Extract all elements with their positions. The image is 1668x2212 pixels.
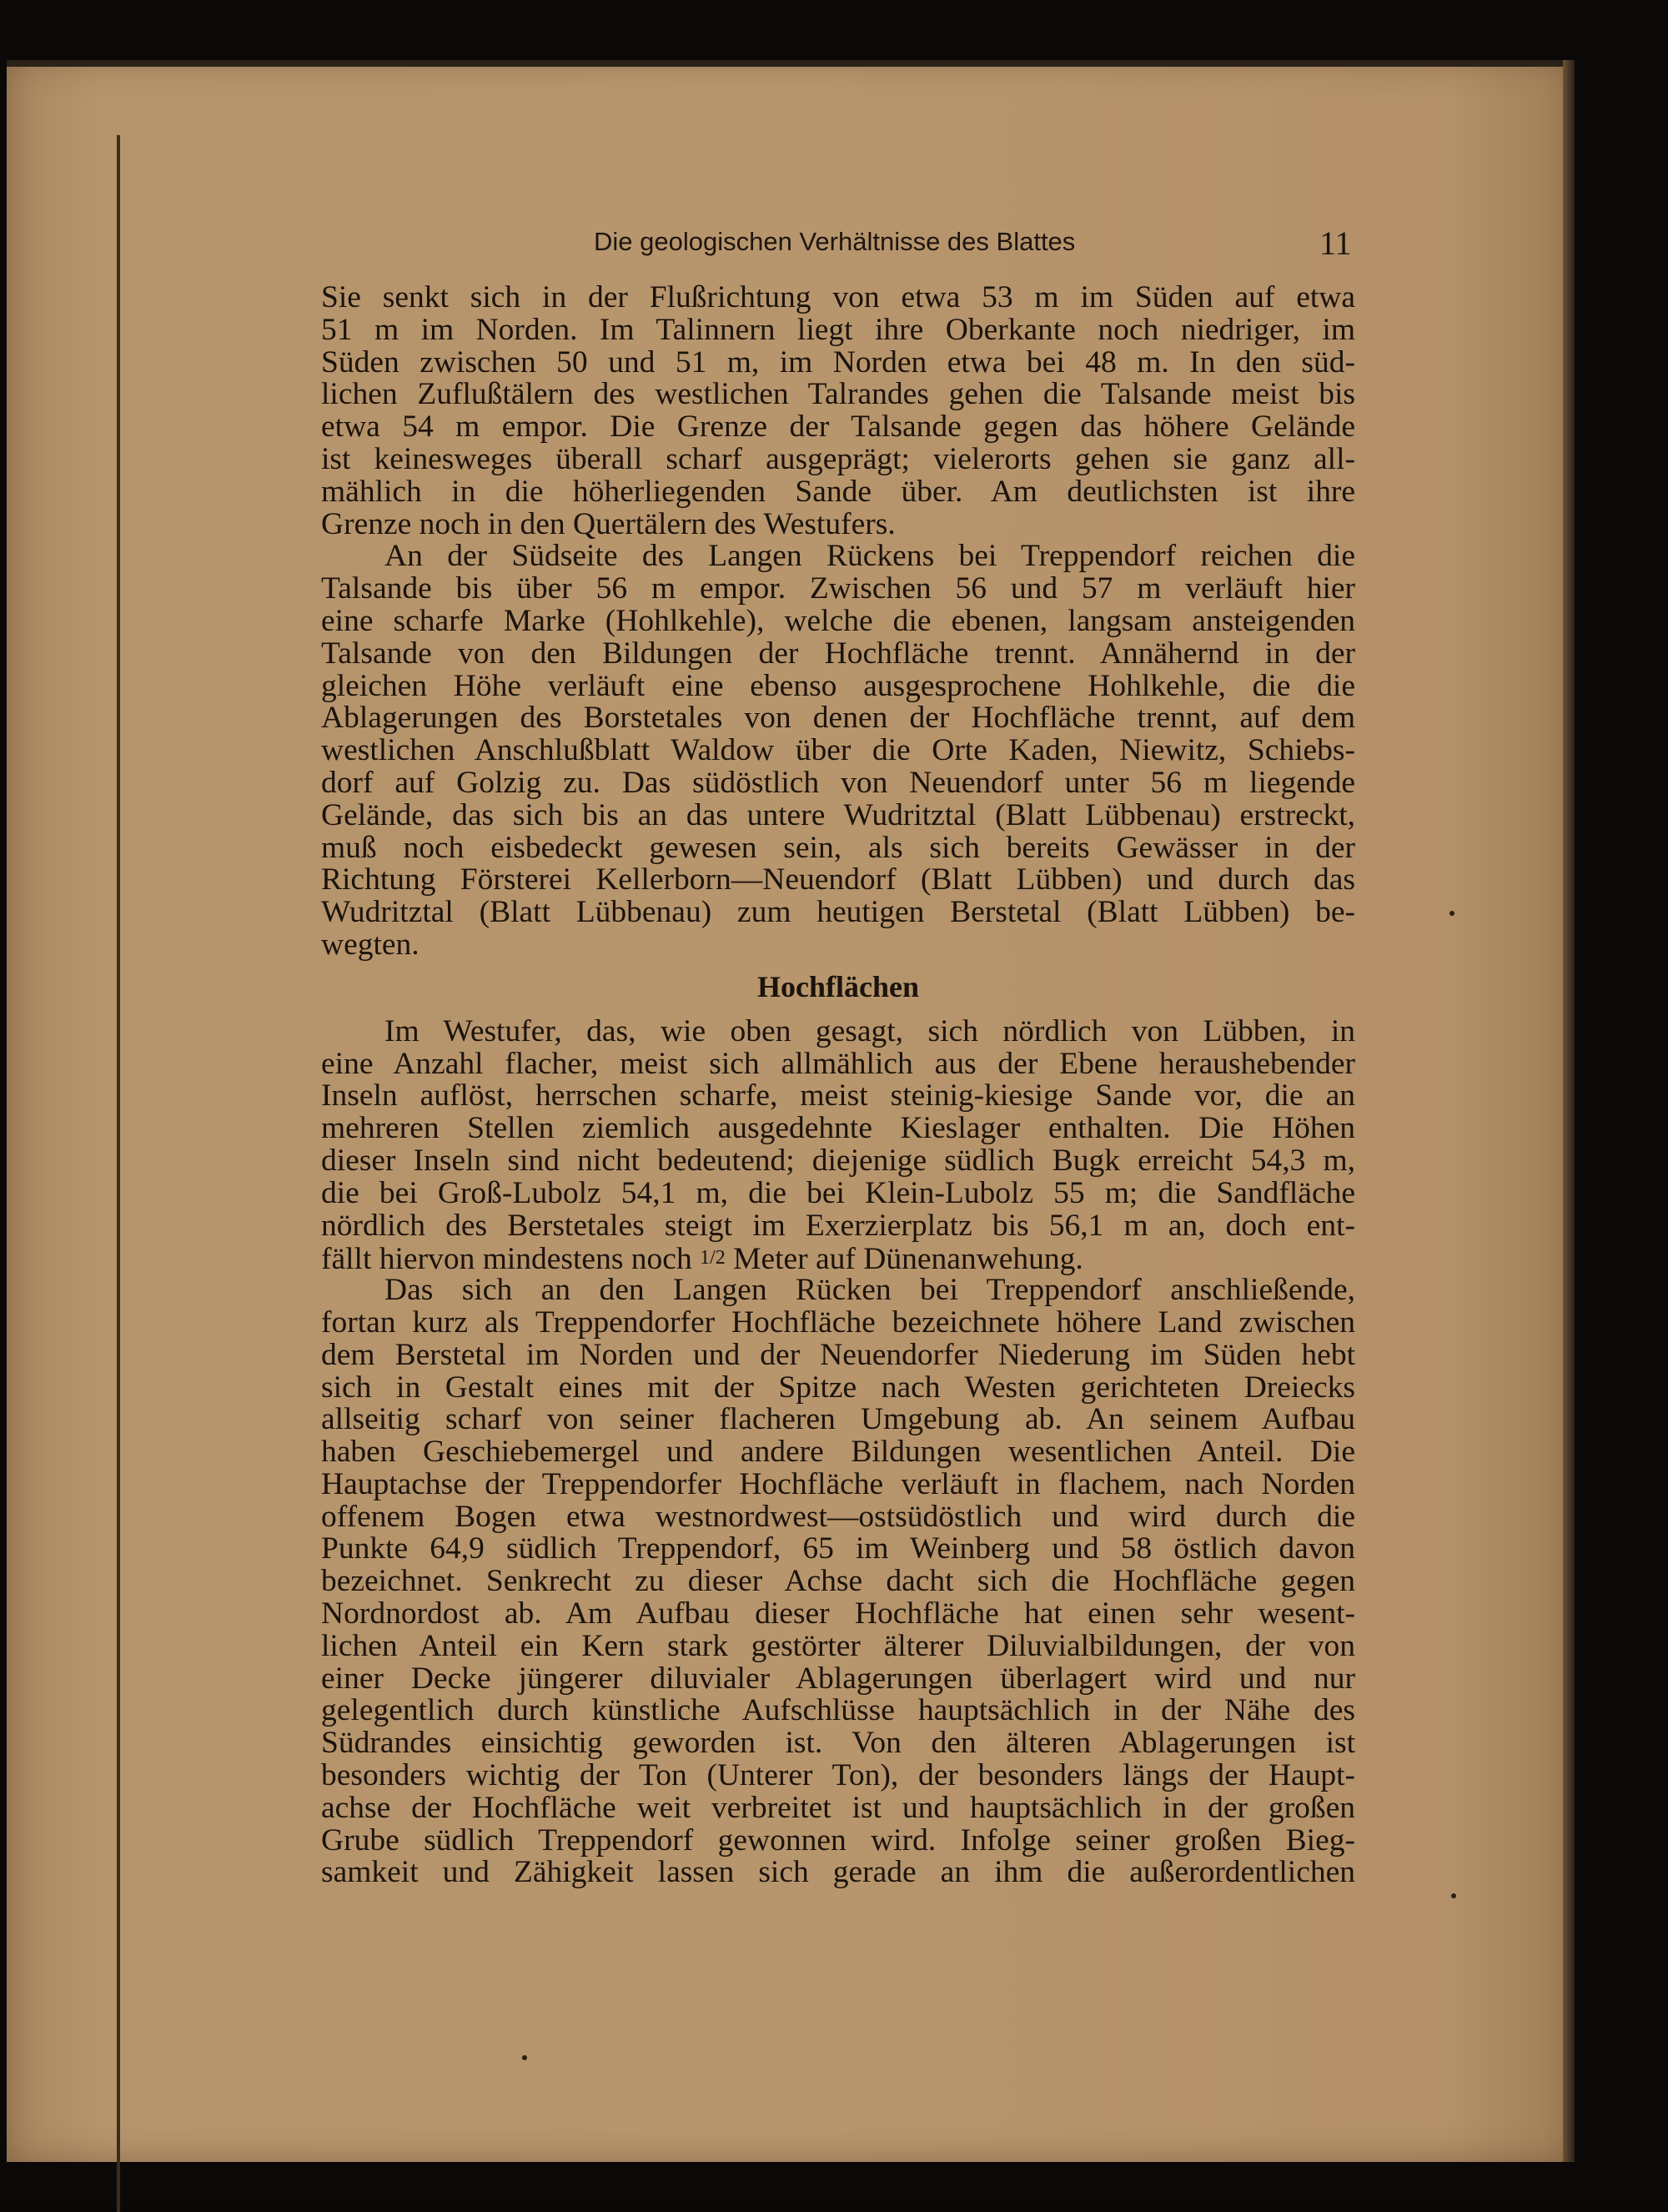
text-line: gelegentlich durch künstliche Aufschlüsse hauptsächlich in der Nähe des: [321, 1693, 1355, 1728]
body-text: [321, 282, 1355, 1889]
running-title: Die geologischen Verhältnisse des Blattes: [594, 227, 1076, 256]
text-line: allseitig scharf von seiner flacheren Umgebung ab. An seinem Aufbau: [321, 1402, 1355, 1437]
text-line: sich in Gestalt eines mit der Spitze nach Westen gerichteten Dreiecks: [321, 1370, 1355, 1405]
text-line: wegten.: [321, 927, 420, 962]
text-fragment: Meter auf Dünenanwehung.: [733, 1242, 1083, 1277]
text-line: haben Geschiebemergel und andere Bildungen wesentlichen Anteil. Die: [321, 1435, 1355, 1470]
text-line: Grenze noch in den Quertälern des Westufers.: [321, 506, 896, 541]
text-line: Gelände, das sich bis an das untere Wudritztal (Blatt Lübbenau) erstreckt,: [321, 797, 1355, 832]
text-fragment: fällt hiervon mindestens noch: [321, 1242, 692, 1277]
text-line: westlichen Anschlußblatt Waldow über die Orte Kaden, Niewitz, Schiebs-: [321, 733, 1355, 768]
text-line: Talsande bis über 56 m empor. Zwischen 56 und 57 m verläuft hier: [321, 571, 1355, 606]
text-line: offenem Bogen etwa westnordwest—ostsüdöstlich und wird durch die: [321, 1499, 1355, 1534]
page-right-edge: [1563, 60, 1575, 2162]
text-line: An der Südseite des Langen Rückens bei Treppendorf reichen die: [384, 539, 1355, 574]
paper-speck: [522, 2055, 527, 2060]
text-line: besonders wichtig der Ton (Unterer Ton), der besonders längs der Haupt-: [321, 1758, 1355, 1793]
text-line: Inseln auflöst, herrschen scharfe, meist steinig-kiesige Sande vor, die an: [321, 1078, 1355, 1114]
text-line: fortan kurz als Treppendorfer Hochfläche bezeichnete höhere Land zwischen: [321, 1305, 1355, 1340]
text-line: Richtung Försterei Kellerborn—Neuendorf (Blatt Lübben) und durch das: [321, 862, 1355, 897]
text-line: Im Westufer, das, wie oben gesagt, sich nördlich von Lübben, in: [384, 1013, 1355, 1048]
text-line: einer Decke jüngerer diluvialer Ablagerungen überlagert wird und nur: [321, 1661, 1355, 1696]
text-line: Grube südlich Treppendorf gewonnen wird. Infolge seiner großen Bieg-: [321, 1822, 1355, 1858]
binding-edge: [117, 135, 120, 2212]
text-line: muß noch eisbedeckt gewesen sein, als sich bereits Gewässer in der: [321, 830, 1355, 865]
text-line: mehreren Stellen ziemlich ausgedehnte Kieslager enthalten. Die Höhen: [321, 1111, 1355, 1146]
text-line: dem Berstetal im Norden und der Neuendorfer Niederung im Süden hebt: [321, 1337, 1355, 1372]
text-line: Nordnordost ab. Am Aufbau dieser Hochfläche hat einen sehr wesent-: [321, 1596, 1355, 1631]
text-line: mählich in die höherliegenden Sande über. Am deutlichsten ist ihre: [321, 474, 1355, 509]
text-line: dorf auf Golzig zu. Das südöstlich von Neuendorf unter 56 m liegende: [321, 765, 1355, 800]
text-line: lichen Zuflußtälern des westlichen Talrandes gehen die Talsande meist bis: [321, 377, 1355, 412]
text-line: Südrandes einsichtig geworden ist. Von den älteren Ablagerungen ist: [321, 1726, 1355, 1761]
text-line: 51 m im Norden. Im Talinnern liegt ihre Oberkante noch niedriger, im: [321, 312, 1355, 347]
paragraph-3: [321, 1013, 1355, 1277]
section-heading: Hochflächen: [757, 969, 919, 1003]
text-line: Wudritztal (Blatt Lübbenau) zum heutigen Berstetal (Blatt Lübben) be-: [321, 895, 1355, 930]
page-number: 11: [1319, 224, 1352, 262]
text-line: Ablagerungen des Borstetales von denen der Hochfläche trennt, auf dem: [321, 701, 1355, 736]
text-line: ist keinesweges überall scharf ausgeprägt; vielerorts gehen sie ganz all-: [321, 441, 1355, 476]
text-line: nördlich des Berstetales steigt im Exerzierplatz bis 56,1 m an, doch ent-: [321, 1208, 1355, 1243]
text-line: Hauptachse der Treppendorfer Hochfläche verläuft in flachem, nach Norden: [321, 1466, 1355, 1501]
paragraph-4: [321, 1274, 1355, 1889]
text-line: Sie senkt sich in der Flußrichtung von etwa 53 m im Süden auf etwa: [321, 280, 1355, 314]
page-top-edge: [7, 60, 1575, 67]
text-line: Talsande von den Bildungen der Hochfläche trennt. Annähernd in der: [321, 636, 1355, 671]
paragraph-1: [321, 282, 1355, 540]
text-line: Punkte 64,9 südlich Treppendorf, 65 im Weinberg und 58 östlich davon: [321, 1531, 1355, 1566]
text-line: eine Anzahl flacher, meist sich allmählich aus der Ebene heraushebender: [321, 1046, 1355, 1081]
paper-speck: [1449, 911, 1454, 916]
text-line: eine scharfe Marke (Hohlkehle), welche die ebenen, langsam ansteigenden: [321, 603, 1355, 638]
text-line: dieser Inseln sind nicht bedeutend; diejenige südlich Bugk erreicht 54,3 m,: [321, 1143, 1355, 1178]
page-header: [320, 160, 1354, 262]
text-line: gleichen Höhe verläuft eine ebenso ausgesprochene Hohlkehle, die die: [321, 668, 1355, 703]
text-line: die bei Groß-Lubolz 54,1 m, die bei Klein-Lubolz 55 m; die Sandfläche: [321, 1175, 1355, 1210]
text-line: lichen Anteil ein Kern stark gestörter älterer Diluvialbildungen, der von: [321, 1628, 1355, 1663]
paper-speck: [1451, 1893, 1456, 1898]
text-line: Das sich an den Langen Rücken bei Treppendorf anschließende,: [384, 1273, 1355, 1308]
text-line: etwa 54 m empor. Die Grenze der Talsande gegen das höhere Gelände: [321, 410, 1355, 445]
paragraph-2: [321, 540, 1355, 961]
text-line: Süden zwischen 50 und 51 m, im Norden etwa bei 48 m. In den süd-: [321, 344, 1355, 380]
fraction: 1/2: [700, 1247, 726, 1269]
text-line: bezeichnet. Senkrecht zu dieser Achse dacht sich die Hochfläche gegen: [321, 1564, 1355, 1599]
text-line: samkeit und Zähigkeit lassen sich gerade an ihm die außerordentlichen: [321, 1855, 1355, 1890]
text-line: achse der Hochfläche weit verbreitet ist und hauptsächlich in der großen: [321, 1790, 1355, 1825]
text-line: [321, 1242, 1355, 1277]
